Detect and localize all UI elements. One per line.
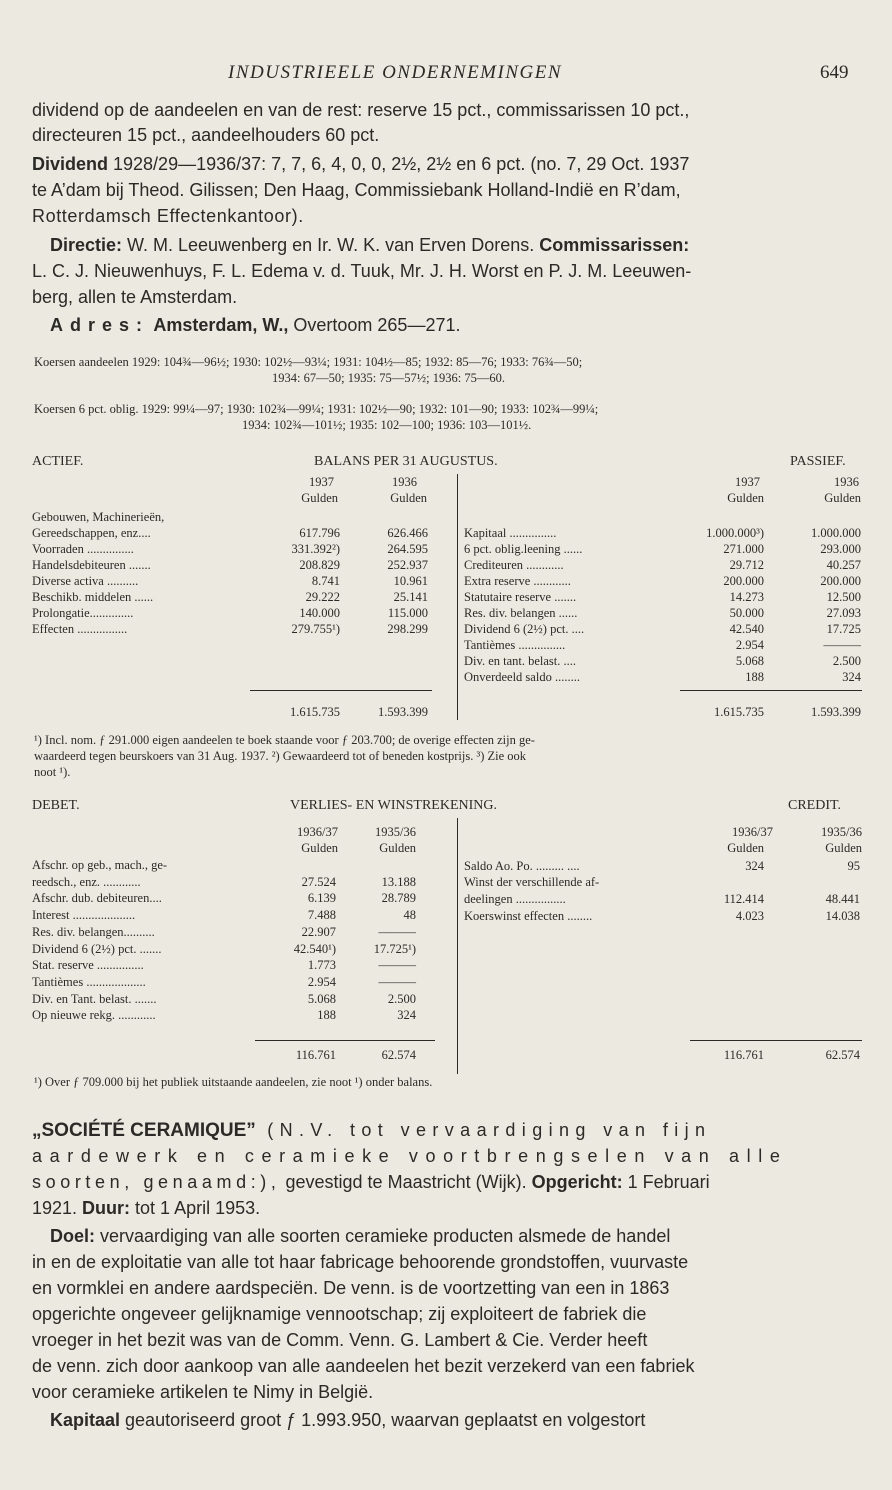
row-label: Dividend 6 (2½) pct. .... [464, 622, 585, 636]
koersen-aandeelen-cont: 1934: 67—50; 1935: 75—57½; 1936: 75—60. [272, 371, 505, 385]
row-label: Afschr. dub. debiteuren.... [32, 891, 162, 906]
row-label: Div. en Tant. belast. ....... [32, 991, 157, 1006]
balans-footnote: ¹) Incl. nom. ƒ 291.000 eigen aandeelen te boek staande voor ƒ 203.700; de overige effecten zijn ge- [34, 733, 535, 747]
row-label: deelingen ................ [464, 892, 566, 907]
row-label: Dividend 6 (2½) pct. ....... [32, 941, 162, 956]
row-label: Afschr. op geb., mach., ge- [32, 858, 168, 872]
row-label: Handelsdebiteuren ....... [32, 558, 151, 572]
row-value-v2: 2.500 [832, 654, 861, 668]
row-value-v2: 25.141 [393, 590, 428, 604]
total-debet-1: 116.761 [295, 1048, 336, 1062]
row-value-v1: 188 [745, 670, 764, 684]
row-value-v2: 28.789 [381, 891, 416, 906]
total-credit-2: 62.574 [825, 1048, 860, 1062]
text-line: directeuren 15 pct., aandeelhouders 60 pct. [32, 125, 380, 145]
row-value-v1: 1.773 [307, 958, 336, 973]
credit-heading: CREDIT. [788, 798, 842, 813]
row-value-v1: 8.741 [311, 574, 340, 588]
text-line: vroeger in het bezit was van de Comm. Venn. G. Lambert & Cie. Verder heeft [32, 1330, 648, 1350]
adres-city: Amsterdam, W., [149, 315, 289, 335]
row-value-v1: 22.907 [301, 924, 336, 939]
row-value-v2: 13.188 [381, 874, 416, 889]
row-value-v2: 626.466 [387, 526, 428, 540]
text-line: en vormklei en andere aardspeciën. De venn. is de voortzetting van een in 1863 [32, 1278, 670, 1298]
row-label: Extra reserve ............ [464, 574, 571, 588]
company-name: „SOCIÉTÉ CERAMIQUE” [32, 1120, 256, 1141]
row-value-v2: 1.000.000 [811, 526, 861, 540]
total-debet-2: 62.574 [381, 1048, 416, 1062]
text-line: de venn. zich door aankoop van alle aandeelen het bezit verzekerd van een fabriek [32, 1356, 695, 1376]
row-label: Gereedschappen, enz.... [32, 526, 151, 540]
total-rule [690, 1040, 862, 1041]
currency-head: Gulden [727, 841, 764, 855]
text-span: 1 Februari [622, 1172, 710, 1192]
text-line [50, 235, 689, 256]
text-line: opgerichte ongeveer gelijknamige vennootschap; zij exploiteert de fabriek die [32, 1304, 647, 1324]
doel-label: Doel: [50, 1226, 95, 1246]
row-label: Tantièmes ............... [464, 638, 566, 652]
actief-heading: ACTIEF. [32, 454, 84, 469]
text-line [32, 1120, 711, 1142]
row-value-v1: 42.540¹) [293, 941, 336, 956]
text-span: gevestigd te Maastricht (Wijk). [280, 1172, 532, 1192]
year-head: 1936/37 [297, 825, 338, 839]
year-head: 1936 [834, 475, 859, 489]
opgericht-label: Opgericht: [531, 1172, 623, 1192]
directie-label: Directie: [50, 235, 123, 255]
currency-head: Gulden [379, 841, 416, 855]
row-label: Voorraden ............... [32, 542, 134, 556]
row-value-v2: 298.299 [387, 622, 428, 636]
year-head: 1936/37 [732, 825, 773, 839]
year-head: 1935/36 [821, 825, 862, 839]
row-value-v1: 50.000 [729, 606, 764, 620]
row-value-v2: 324 [397, 1008, 416, 1023]
row-value-v2: 10.961 [393, 574, 428, 588]
total-rule [250, 690, 432, 691]
running-header: INDUSTRIEELE ONDERNEMINGEN [228, 62, 563, 83]
text-line: L. C. J. Nieuwenhuys, F. L. Edema v. d. Tuuk, Mr. J. H. Worst en P. J. M. Leeuwen- [32, 261, 692, 281]
text-line: voor ceramieke artikelen te Nimy in België. [32, 1382, 374, 1402]
row-value-v2: 115.000 [387, 606, 428, 620]
koersen-aandeelen: Koersen aandeelen 1929: 104¾—96½; 1930: 102½—93¼; 1931: 104½—85; 1932: 85—76; 1933: 76¾—50; [34, 355, 583, 369]
adres-line [50, 315, 460, 336]
dividend-text: 1928/29—1936/37: 7, 7, 6, 4, 0, 0, 2½, 2½ en 6 pct. (no. 7, 29 Oct. 1937 [108, 154, 690, 174]
row-label: Gebouwen, Machinerieën, [32, 510, 165, 524]
row-value-v2: ——— [823, 638, 861, 652]
row-value-v2: 48 [403, 908, 416, 923]
total-passief-1936: 1.593.399 [811, 705, 861, 719]
row-label: Onverdeeld saldo ........ [464, 670, 580, 684]
currency-head: Gulden [301, 841, 338, 855]
column-divider [457, 818, 458, 1074]
text-line: aardewerk en ceramieke voortbrengselen van alle [32, 1146, 788, 1166]
row-label: Kapitaal ............... [464, 526, 557, 540]
row-label: Crediteuren ............ [464, 558, 564, 572]
text-line [32, 1198, 260, 1219]
row-value-v2: 293.000 [820, 542, 861, 556]
row-value-v1: 112.414 [723, 892, 764, 907]
row-label: Koerswinst effecten ........ [464, 908, 593, 923]
row-value-v1: 271.000 [723, 542, 764, 556]
row-value-v1: 1.000.000³) [706, 526, 764, 540]
row-value-v1: 5.068 [735, 654, 764, 668]
row-value-v1: 42.540 [729, 622, 764, 636]
row-value-v1: 331.392²) [291, 542, 340, 556]
year-head: 1936 [392, 475, 417, 489]
currency-head: Gulden [727, 491, 764, 505]
row-label: Interest .................... [32, 908, 136, 923]
row-value-v1: 140.000 [299, 606, 340, 620]
row-value-v1: 29.222 [305, 590, 340, 604]
currency-head: Gulden [825, 841, 862, 855]
row-value-v1: 27.524 [301, 874, 336, 889]
company-desc: (N.V. tot vervaardiging van fijn [255, 1120, 712, 1140]
text-line: in en de exploitatie van alle tot haar fabricage behoorende grondstoffen, vuurvaste [32, 1252, 689, 1272]
balans-footnote: noot ¹). [34, 765, 71, 779]
row-value-v1: 2.954 [307, 974, 336, 989]
row-value-v2: 252.937 [387, 558, 428, 572]
total-actief-1937: 1.615.735 [290, 705, 340, 719]
row-label: reedsch., enz. ............ [32, 874, 141, 889]
row-value-v1: 188 [317, 1008, 336, 1023]
row-value-v2: 264.595 [387, 542, 428, 556]
row-label: Div. en tant. belast. .... [464, 654, 577, 668]
row-label: Res. div. belangen.......... [32, 924, 155, 939]
row-label: Op nieuwe rekg. ............ [32, 1008, 156, 1023]
row-label: Winst der verschillende af- [464, 875, 600, 890]
text-line [32, 1172, 710, 1193]
row-value-v1: 324 [745, 858, 764, 873]
text-span: geautoriseerd groot ƒ 1.993.950, waarvan geplaatst en volgestort [120, 1410, 646, 1430]
row-value-v2: 17.725 [826, 622, 861, 636]
adres-street: Overtoom 265—271. [288, 315, 461, 335]
row-label: Prolongatie.............. [32, 606, 134, 620]
vw-title: VERLIES- EN WINSTREKENING. [290, 798, 497, 813]
row-label: Stat. reserve ............... [32, 958, 144, 973]
row-value-v2: ——— [378, 924, 416, 939]
text-line: te A’dam bij Theod. Gilissen; Den Haag, Commissiebank Holland-Indië en R’dam, [32, 180, 681, 200]
row-value-v1: 208.829 [299, 558, 340, 572]
row-value-v1: 6.139 [307, 891, 336, 906]
row-value-v2: 200.000 [820, 574, 861, 588]
currency-head: Gulden [390, 491, 427, 505]
page-number: 649 [820, 62, 849, 83]
kapitaal-label: Kapitaal [50, 1410, 121, 1430]
text-line [50, 1226, 670, 1247]
year-head: 1935/36 [375, 825, 416, 839]
row-label: Effecten ................ [32, 622, 128, 636]
row-value-v2: 17.725¹) [373, 941, 416, 956]
total-rule [255, 1040, 435, 1041]
debet-heading: DEBET. [32, 798, 80, 813]
text-line [32, 154, 689, 175]
row-label: Res. div. belangen ...... [464, 606, 578, 620]
total-passief-1937: 1.615.735 [714, 705, 764, 719]
text-span: tot 1 April 1953. [130, 1198, 261, 1218]
row-label: Beschikb. middelen ...... [32, 590, 154, 604]
text-line: dividend op de aandeelen en van de rest: reserve 15 pct., commissarissen 10 pct., [32, 100, 690, 120]
row-value-v1: 200.000 [723, 574, 764, 588]
row-label: 6 pct. oblig.leening ...... [464, 542, 583, 556]
row-value-v2: ——— [378, 974, 416, 989]
row-value-v1: 7.488 [307, 908, 336, 923]
row-value-v1: 5.068 [307, 991, 336, 1006]
text-span: 1921. [32, 1198, 83, 1218]
balans-title: BALANS PER 31 AUGUSTUS. [314, 454, 498, 469]
row-value-v2: 12.500 [826, 590, 861, 604]
row-value-v2: ——— [378, 958, 416, 973]
koersen-oblig-cont: 1934: 102¾—101½; 1935: 102—100; 1936: 103—101½. [242, 418, 532, 432]
row-label: Saldo Ao. Po. ......... .... [464, 858, 580, 873]
vw-footnote: ¹) Over ƒ 709.000 bij het publiek uitstaande aandeelen, zie noot ¹) onder balans. [34, 1075, 433, 1089]
row-value-v2: 48.441 [825, 892, 860, 907]
currency-head: Gulden [824, 491, 861, 505]
year-head: 1937 [309, 475, 334, 489]
row-value-v1: 29.712 [729, 558, 764, 572]
row-label: Statutaire reserve ....... [464, 590, 577, 604]
row-value-v2: 324 [842, 670, 861, 684]
text-line: berg, allen te Amsterdam. [32, 287, 238, 307]
currency-head: Gulden [301, 491, 338, 505]
row-value-v2: 27.093 [826, 606, 861, 620]
row-value-v1: 617.796 [299, 526, 340, 540]
row-value-v2: 2.500 [387, 991, 416, 1006]
text-span: vervaardiging van alle soorten ceramieke producten alsmede de handel [95, 1226, 671, 1246]
balans-footnote: waardeerd tegen beurskoers van 31 Aug. 1937. ²) Gewaardeerd tot of beneden kostprijs. ³) Zie ook [34, 749, 527, 763]
row-value-v1: 14.273 [729, 590, 764, 604]
row-value-v1: 2.954 [735, 638, 764, 652]
year-head: 1937 [735, 475, 760, 489]
commissarissen-label: Commissarissen: [539, 235, 690, 255]
column-divider [457, 474, 458, 720]
row-value-v1: 4.023 [735, 908, 764, 923]
row-value-v1: 279.755¹) [291, 622, 340, 636]
text-line [50, 1410, 645, 1431]
dividend-label: Dividend [32, 154, 109, 174]
duur-label: Duur: [82, 1198, 131, 1218]
passief-heading: PASSIEF. [790, 454, 846, 469]
text-span: soorten, genaamd:), [32, 1172, 281, 1192]
row-label: Tantièmes ................... [32, 974, 146, 989]
text-line: Rotterdamsch Effectenkantoor). [32, 206, 304, 226]
koersen-oblig: Koersen 6 pct. oblig. 1929: 99¼—97; 1930: 102¾—99¼; 1931: 102½—90; 1932: 101—90; 1933: 102¾—99¼; [34, 402, 599, 416]
row-value-v2: 95 [847, 858, 860, 873]
total-credit-1: 116.761 [723, 1048, 764, 1062]
row-value-v2: 14.038 [825, 908, 860, 923]
row-value-v2: 40.257 [826, 558, 861, 572]
total-actief-1936: 1.593.399 [378, 705, 428, 719]
directie-text: W. M. Leeuwenberg en Ir. W. K. van Erven Dorens. [122, 235, 540, 255]
row-label: Diverse activa .......... [32, 574, 139, 588]
total-rule [680, 690, 862, 691]
adres-label: Adres: [50, 315, 150, 335]
